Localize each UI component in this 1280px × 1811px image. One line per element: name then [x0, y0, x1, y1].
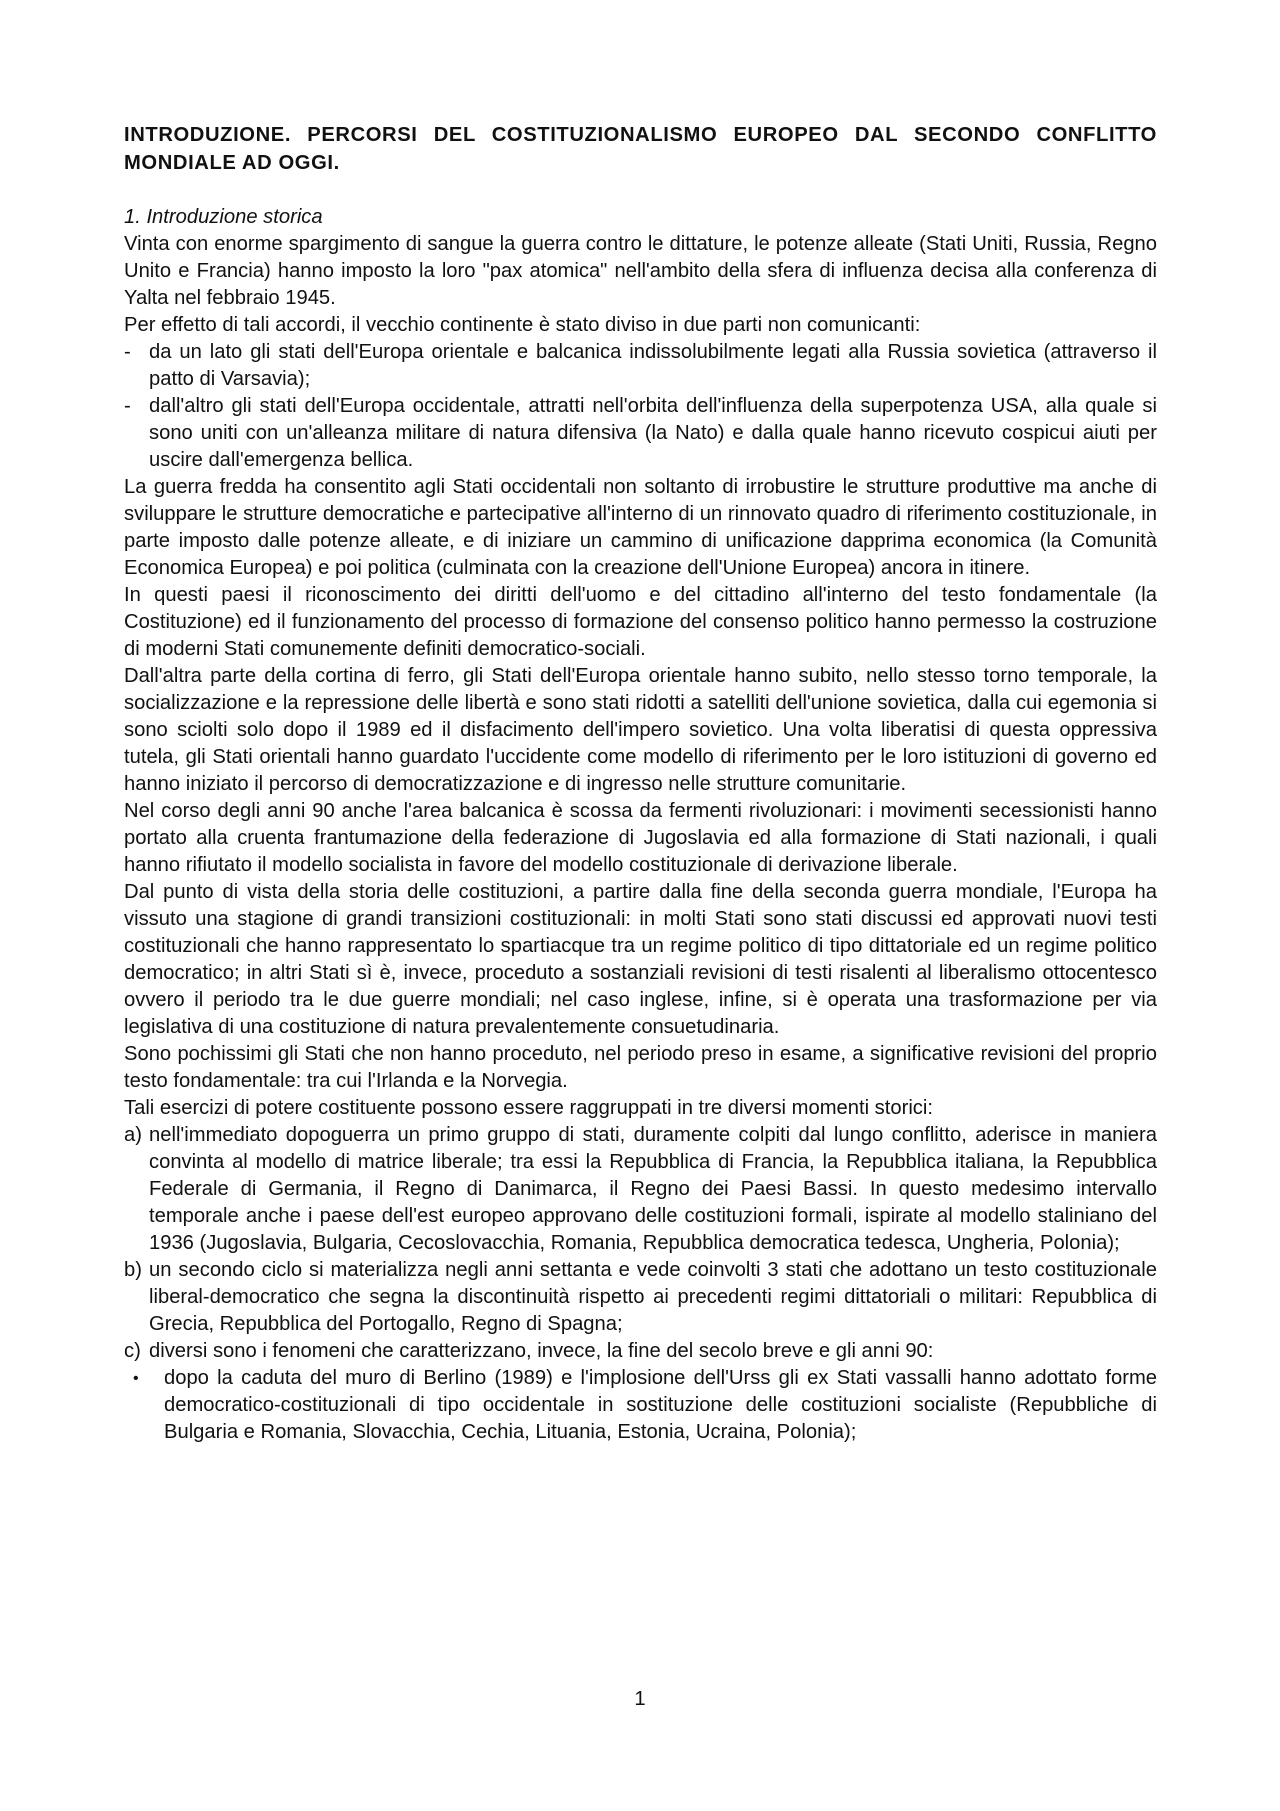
- list-item: [124, 1122, 1157, 1257]
- document-body: [124, 121, 1157, 1446]
- list-item-text: un secondo ciclo si materializza negli anni settanta e vede coinvolti 3 stati che adottano un testo costituzionale liberal-democratico che segna la discontinuità rispetto ai precedenti regimi dittatoriali o militari: Repubblica di Grecia, Repubblica del Portogallo, Regno di Spagna;: [149, 1259, 1157, 1335]
- paragraph: Dal punto di vista della storia delle costituzioni, a partire dalla fine della seconda guerra mondiale, l'Europa ha vissuto una stagione di grandi transizioni costituzionali: in molti Stati sono stati discussi ed approvati nuovi testi costituzionali che hanno rappresentato lo spartiacque tra un regime politico di tipo dittatoriale ed un regime politico democratico; in altri Stati sì è, invece, proceduto a sostanziali revisioni di testi risalenti al liberalismo ottocentesco ovvero il periodo tra le due guerre mondiali; nel caso inglese, infine, si è operata una trasformazione per via legislativa di una costituzione di natura prevalentemente consuetudinaria.: [124, 881, 1157, 1038]
- list-item-text: dall'altro gli stati dell'Europa occidentale, attratti nell'orbita dell'influenza della superpotenza USA, alla quale si sono uniti con un'alleanza militare di natura difensiva (la Nato) e dalla quale hanno ricevuto cospicui aiuti per uscire dall'emergenza bellica.: [149, 395, 1157, 471]
- list-marker: c): [124, 1340, 141, 1362]
- page-number: 1: [634, 1688, 646, 1710]
- section-heading: 1. Introduzione storica: [124, 206, 323, 228]
- paragraph: La guerra fredda ha consentito agli Stati occidentali non soltanto di irrobustire le strutture produttive ma anche di sviluppare le strutture democratiche e partecipative all'interno di un rinnovato quadro di riferimento costituzionale, in parte imposto dalle potenze alleate, e di iniziare un cammino di unificazione dapprima economica (la Comunità Economica Europea) e poi politica (culminata con la creazione dell'Unione Europea) ancora in itinere.: [124, 476, 1157, 579]
- document-title: INTRODUZIONE. PERCORSI DEL COSTITUZIONALISMO EUROPEO DAL SECONDO CONFLITTO MONDIALE AD OGGI.: [124, 124, 1157, 174]
- paragraph: Dall'altra parte della cortina di ferro, gli Stati dell'Europa orientale hanno subito, nello stesso torno temporale, la socializzazione e la repressione delle libertà e sono stati ridotti a satelliti dell'unione sovietica, dalla cui egemonia si sono sciolti solo dopo il 1989 ed il disfacimento dell'impero sovietico. Una volta liberatisi di questa oppressiva tutela, gli Stati orientali hanno guardato l'uccidente come modello di riferimento per le loro istituzioni di governo ed hanno iniziato il percorso di democratizzazione e di ingresso nelle strutture comunitarie.: [124, 665, 1157, 795]
- list-item: [124, 1365, 1157, 1446]
- list-marker: -: [124, 341, 131, 363]
- list-item-text: diversi sono i fenomeni che caratterizzano, invece, la fine del secolo breve e gli anni 90:: [149, 1340, 934, 1362]
- list-item: [124, 1338, 1157, 1365]
- list-item-text: nell'immediato dopoguerra un primo gruppo di stati, duramente colpiti dal lungo conflitto, aderisce in maniera convinta al modello di matrice liberale; tra essi la Repubblica di Francia, la Repubblica italiana, la Repubblica Federale di Germania, il Regno di Danimarca, il Regno dei Paesi Bassi. In questo medesimo intervallo temporale anche i paese dell'est europeo approvano delle costituzioni formali, ispirate al modello staliniano del 1936 (Jugoslavia, Bulgaria, Cecoslovacchia, Romania, Repubblica democratica tedesca, Ungheria, Polonia);: [149, 1124, 1157, 1254]
- list-item-text: da un lato gli stati dell'Europa orientale e balcanica indissolubilmente legati alla Russia sovietica (attraverso il patto di Varsavia);: [149, 341, 1157, 390]
- list-item: [124, 393, 1157, 474]
- list-marker: -: [124, 395, 131, 417]
- list-marker: a): [124, 1124, 142, 1146]
- paragraph: Sono pochissimi gli Stati che non hanno proceduto, nel periodo preso in esame, a significative revisioni del proprio testo fondamentale: tra cui l'Irlanda e la Norvegia.: [124, 1043, 1157, 1092]
- paragraph: Tali esercizi di potere costituente possono essere raggruppati in tre diversi momenti storici:: [124, 1097, 933, 1119]
- paragraph: Per effetto di tali accordi, il vecchio continente è stato diviso in due parti non comunicanti:: [124, 314, 921, 336]
- paragraph: In questi paesi il riconoscimento dei diritti dell'uomo e del cittadino all'interno del testo fondamentale (la Costituzione) ed il funzionamento del processo di formazione del consenso politico hanno permesso la costruzione di moderni Stati comunemente definiti democratico-sociali.: [124, 584, 1157, 660]
- list-item-text: dopo la caduta del muro di Berlino (1989) e l'implosione dell'Urss gli ex Stati vassalli hanno adottato forme democratico-costituzionali di tipo occidentale in sostituzione delle costituzioni socialiste (Repubbliche di Bulgaria e Romania, Slovacchia, Cechia, Lituania, Estonia, Ucraina, Polonia);: [164, 1367, 1157, 1443]
- list-item: [124, 1257, 1157, 1338]
- paragraph: Nel corso degli anni 90 anche l'area balcanica è scossa da fermenti rivoluzionari: i movimenti secessionisti hanno portato alla cruenta frantumazione della federazione di Jugoslavia ed alla formazione di Stati nazionali, i quali hanno rifiutato il modello socialista in favore del modello costituzionale di derivazione liberale.: [124, 800, 1157, 876]
- paragraph: Vinta con enorme spargimento di sangue la guerra contro le dittature, le potenze alleate (Stati Uniti, Russia, Regno Unito e Francia) hanno imposto la loro "pax atomica" nell'ambito della sfera di influenza decisa alla conferenza di Yalta nel febbraio 1945.: [124, 233, 1157, 309]
- list-marker: b): [124, 1259, 142, 1281]
- bullet-icon: •: [133, 1370, 139, 1387]
- list-item: [124, 339, 1157, 393]
